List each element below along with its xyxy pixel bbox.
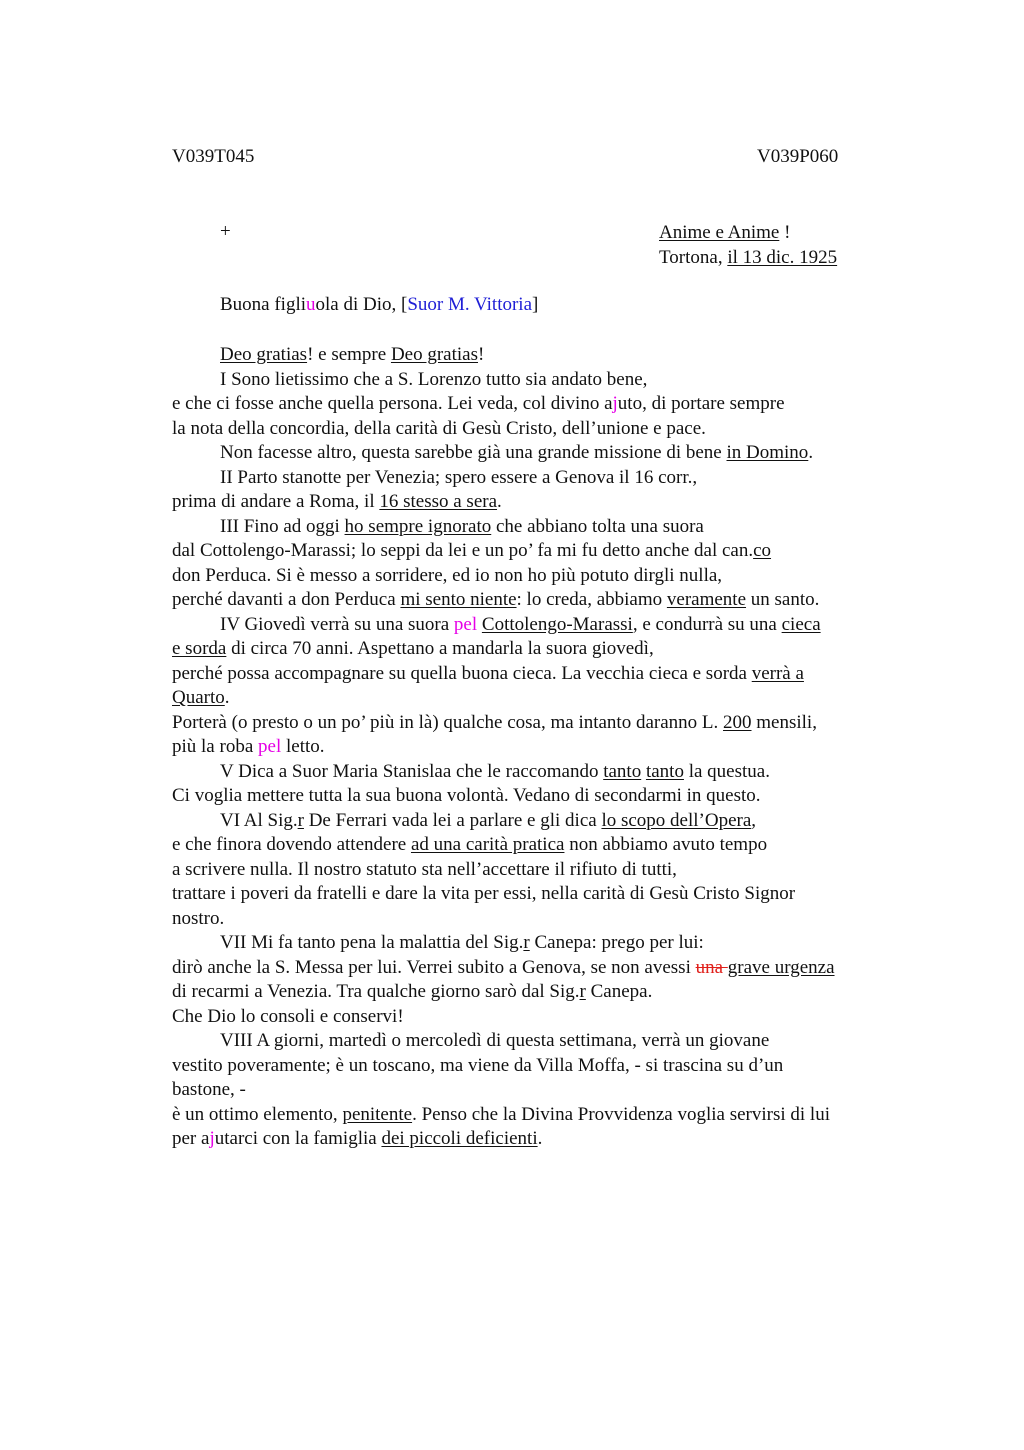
text-line: IV Giovedì verrà su una suora pel Cottolengo-Marassi, e condurrà su una cieca — [220, 613, 821, 635]
text-line: VIII A giorni, martedì o mercoledì di questa settimana, verrà un giovane — [220, 1030, 770, 1051]
text-line: perché possa accompagnare su quella buona cieca. La vecchia cieca e sorda verrà a — [172, 662, 804, 684]
letter-body — [172, 343, 902, 1152]
text-line: II Parto stanotte per Venezia; spero essere a Genova il 16 corr., — [220, 466, 698, 488]
text-line: trattare i poveri da fratelli e dare la vita per essi, nella carità di Gesù Cristo Signor — [172, 883, 796, 904]
text-line: don Perduca. Si è messo a sorridere, ed io non ho più potuto dirgli nulla, — [172, 564, 723, 586]
document-code-left: V039T045 — [172, 146, 255, 167]
letter-heading — [659, 221, 837, 270]
text-line: I Sono lietissimo che a S. Lorenzo tutto sia andato bene, — [220, 368, 648, 390]
text-line: e che finora dovendo attendere ad una carità pratica non abbiamo avuto tempo — [172, 834, 768, 855]
text-line: VI Al Sig.r De Ferrari vada lei a parlare e gli dica lo scopo dell’Opera, — [220, 809, 757, 831]
salutation: Buona figliuola di Dio, [Suor M. Vittoria] — [220, 294, 539, 315]
text-line: nostro. — [172, 907, 225, 929]
text-line: per ajutarci con la famiglia dei piccoli deficienti. — [172, 1128, 543, 1149]
text-line: bastone, - — [172, 1079, 246, 1100]
motto: Anime e Anime — [659, 222, 780, 243]
text-line: dal Cottolengo-Marassi; lo seppi da lei e un po’ fa mi fu detto anche dal can.co — [172, 540, 772, 561]
recipient-name: Suor M. Vittoria — [407, 294, 533, 315]
text-line: e sorda di circa 70 anni. Aspettano a mandarla la suora giovedì, — [172, 638, 654, 659]
text-line: a scrivere nulla. Il nostro statuto sta nell’accettare il rifiuto di tutti, — [172, 858, 677, 880]
text-line: la nota della concordia, della carità di Gesù Cristo, dell’unione e pace. — [172, 417, 706, 439]
text-line: Non facesse altro, questa sarebbe già una grande missione di bene in Domino. — [220, 442, 814, 463]
cross-mark: + — [220, 221, 231, 242]
place-date-line — [659, 246, 837, 271]
motto-line: Anime e Anime ! — [659, 222, 791, 243]
text-line: di recarmi a Venezia. Tra qualche giorno sarò dal Sig.r Canepa. — [172, 981, 653, 1002]
text-line: prima di andare a Roma, il 16 stesso a sera. — [172, 491, 502, 512]
text-line: Quarto. — [172, 687, 230, 708]
text-line: Porterà (o presto o un po’ più in là) qualche cosa, ma intanto daranno L. 200 mensili, — [172, 711, 817, 733]
deleted-word: una — [695, 956, 728, 978]
text-line: V Dica a Suor Maria Stanislaa che le raccomando tanto tanto la questua. — [220, 760, 770, 782]
text-line: III Fino ad oggi ho sempre ignorato che abbiano tolta una suora — [220, 515, 704, 537]
text-line: Deo gratias! e sempre Deo gratias! — [220, 344, 485, 365]
document-code-right: V039P060 — [757, 146, 839, 167]
text-line: VII Mi fa tanto pena la malattia del Sig.r Canepa: prego per lui: — [220, 932, 704, 953]
text-line: e che ci fosse anche quella persona. Lei veda, col divino ajuto, di portare sempre — [172, 393, 785, 414]
text-line: dirò anche la S. Messa per lui. Verrei subito a Genova, se non avessi una grave urgenza — [172, 956, 835, 978]
date: il 13 dic. 1925 — [727, 246, 838, 268]
text-line: perché davanti a don Perduca mi sento niente: lo creda, abbiamo veramente un santo. — [172, 589, 820, 610]
text-line: è un ottimo elemento, penitente. Penso che la Divina Provvidenza voglia servirsi di lui — [172, 1103, 830, 1125]
text-line: vestito poveramente; è un toscano, ma viene da Villa Moffa, - si trascina su d’un — [172, 1054, 784, 1076]
place: Tortona, — [659, 246, 728, 268]
text-line: più la roba pel letto. — [172, 736, 325, 757]
text-line: Ci voglia mettere tutta la sua buona volontà. Vedano di secondarmi in questo. — [172, 785, 761, 806]
text-line: Che Dio lo consoli e conservi! — [172, 1005, 404, 1027]
